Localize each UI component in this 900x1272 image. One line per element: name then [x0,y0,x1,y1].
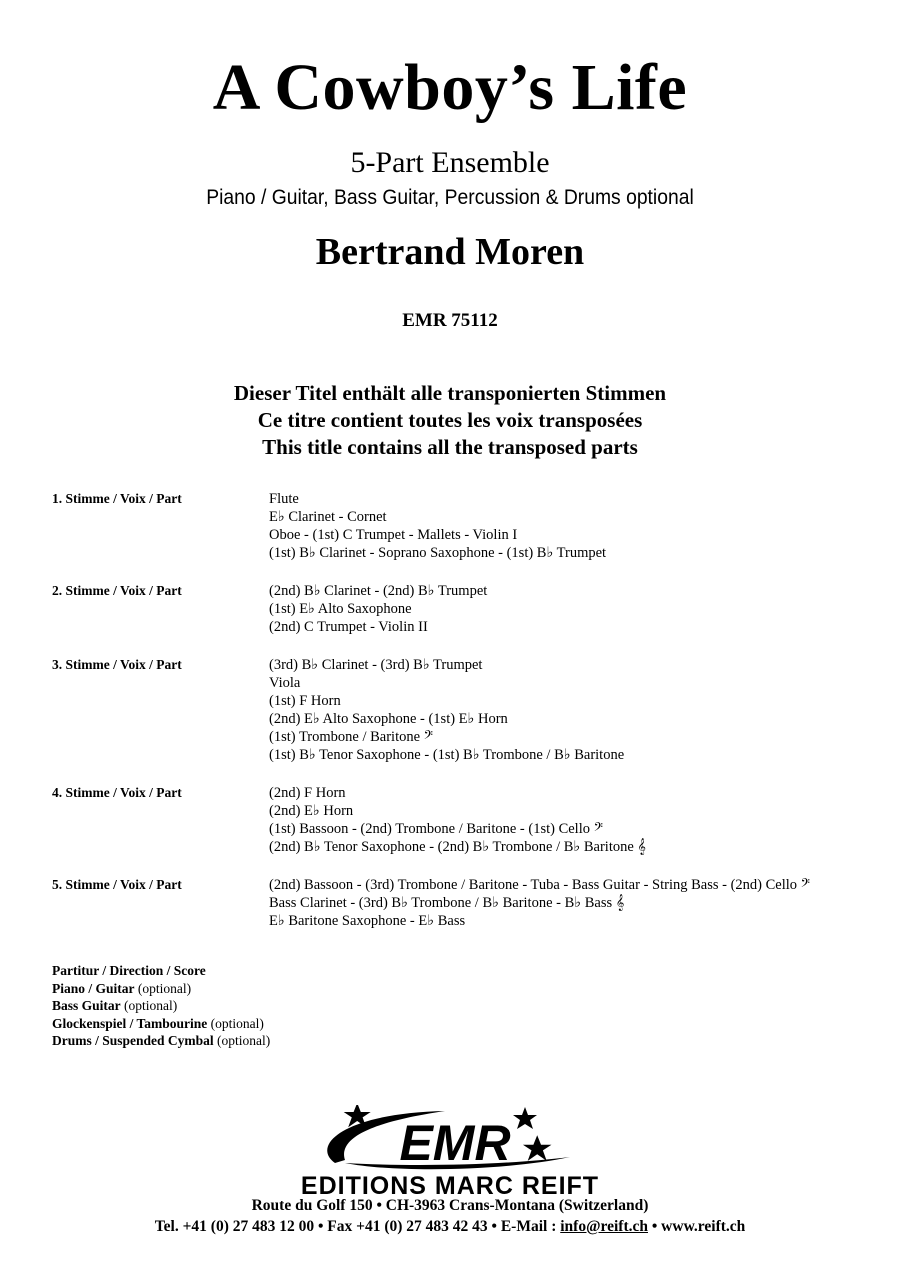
part-group-3 [52,656,872,764]
publisher-name: EDITIONS MARC REIFT [300,1172,600,1200]
email-link[interactable]: info@reift.ch [560,1218,648,1235]
notice-line-fr: Ce titre contient toutes les voix transposées [257,408,643,432]
part-instruments [269,784,872,856]
transposition-notice [0,380,900,461]
extra-part [52,1032,270,1050]
logo-text: EMR [399,1115,511,1171]
instrument-line: (1st) B♭ Tenor Saxophone - (1st) B♭ Trombone / B♭ Baritone [269,747,625,763]
extra-part [52,997,270,1015]
contact-phone-fax: Tel. +41 (0) 27 483 12 00 • Fax +41 (0) 27 483 42 43 • E-Mail : [154,1218,561,1235]
instrument-line: (2nd) C Trumpet - Violin II [269,619,428,635]
part-group-1 [52,490,872,562]
part-instruments [269,582,872,636]
part-label: 2. Stimme / Voix / Part [52,583,182,598]
catalog-number: EMR 75112 [402,310,498,331]
extra-parts-list [52,962,270,1050]
part-instruments [269,876,872,930]
extra-part [52,980,270,998]
part-group-2 [52,582,872,636]
part-instruments [269,656,872,764]
extra-part-name: Glockenspiel / Tambourine [52,1015,208,1031]
instrument-line: Flute [269,491,299,507]
contact-website: • www.reift.ch [648,1218,746,1235]
extra-part-note: (optional) [120,998,178,1013]
instrument-line: (2nd) E♭ Alto Saxophone - (1st) E♭ Horn [269,711,508,727]
composer-name: Bertrand Moren [315,231,585,273]
instrument-line: (2nd) Bassoon - (3rd) Trombone / Baritone - Tuba - Bass Guitar - String Bass - (2nd) Cello 𝄢 [269,877,810,893]
instrument-line: Bass Clarinet - (3rd) B♭ Trombone / B♭ Baritone - B♭ Bass 𝄞 [269,895,625,911]
parts-list [52,490,872,950]
part-instruments [269,490,872,562]
notice-line-de: Dieser Titel enthält alle transponierten Stimmen [233,381,667,405]
extra-part-note: (optional) [134,980,192,996]
extra-part-name: Partitur / Direction / Score [52,963,206,978]
instrument-line: (2nd) F Horn [269,785,346,801]
part-label: 4. Stimme / Voix / Part [52,785,182,800]
extra-part-name: Bass Guitar [52,998,121,1013]
instrument-line: (3rd) B♭ Clarinet - (3rd) B♭ Trumpet [269,657,483,673]
part-label: 1. Stimme / Voix / Part [52,491,182,506]
instrument-line: Viola [269,675,301,691]
instrument-line: (2nd) E♭ Horn [269,803,354,819]
extra-part-name: Drums / Suspended Cymbal [52,1033,214,1048]
instrument-line: E♭ Clarinet - Cornet [269,509,387,525]
instrument-line: (1st) F Horn [269,693,341,709]
extra-part [52,962,270,980]
instrument-line: E♭ Baritone Saxophone - E♭ Bass [269,913,466,929]
extra-part-name: Piano / Guitar [52,980,135,996]
extra-part [52,1015,270,1033]
instrument-line: (1st) Bassoon - (2nd) Trombone / Baritone - (1st) Cello 𝄢 [269,821,603,837]
notice-line-en: This title contains all the transposed parts [262,435,638,459]
extra-part-note: (optional) [213,1033,271,1048]
instrument-line: (2nd) B♭ Clarinet - (2nd) B♭ Trumpet [269,583,488,599]
part-label: 3. Stimme / Voix / Part [52,657,182,672]
instrument-line: (1st) E♭ Alto Saxophone [269,601,412,617]
page-title: A Cowboy’s Life [212,51,688,124]
part-group-5 [52,876,872,930]
emr-logo-icon [305,1105,595,1175]
part-label: 5. Stimme / Voix / Part [52,877,182,892]
instrument-line: (1st) B♭ Clarinet - Soprano Saxophone - (1st) B♭ Trumpet [269,545,607,561]
publisher-contact [0,1218,900,1236]
part-group-4 [52,784,872,856]
instrumentation: Piano / Guitar, Bass Guitar, Percussion & Drums optional [206,186,694,209]
instrument-line: Oboe - (1st) C Trumpet - Mallets - Violin I [269,527,518,543]
instrument-line: (1st) Trombone / Baritone 𝄢 [269,729,433,745]
extra-part-note: (optional) [207,1015,264,1031]
subtitle: 5-Part Ensemble [350,146,550,179]
publisher-address: Route du Golf 150 • CH-3963 Crans-Montana (Switzerland) [251,1197,649,1214]
instrument-line: (2nd) B♭ Tenor Saxophone - (2nd) B♭ Trombone / B♭ Baritone 𝄞 [269,839,646,855]
